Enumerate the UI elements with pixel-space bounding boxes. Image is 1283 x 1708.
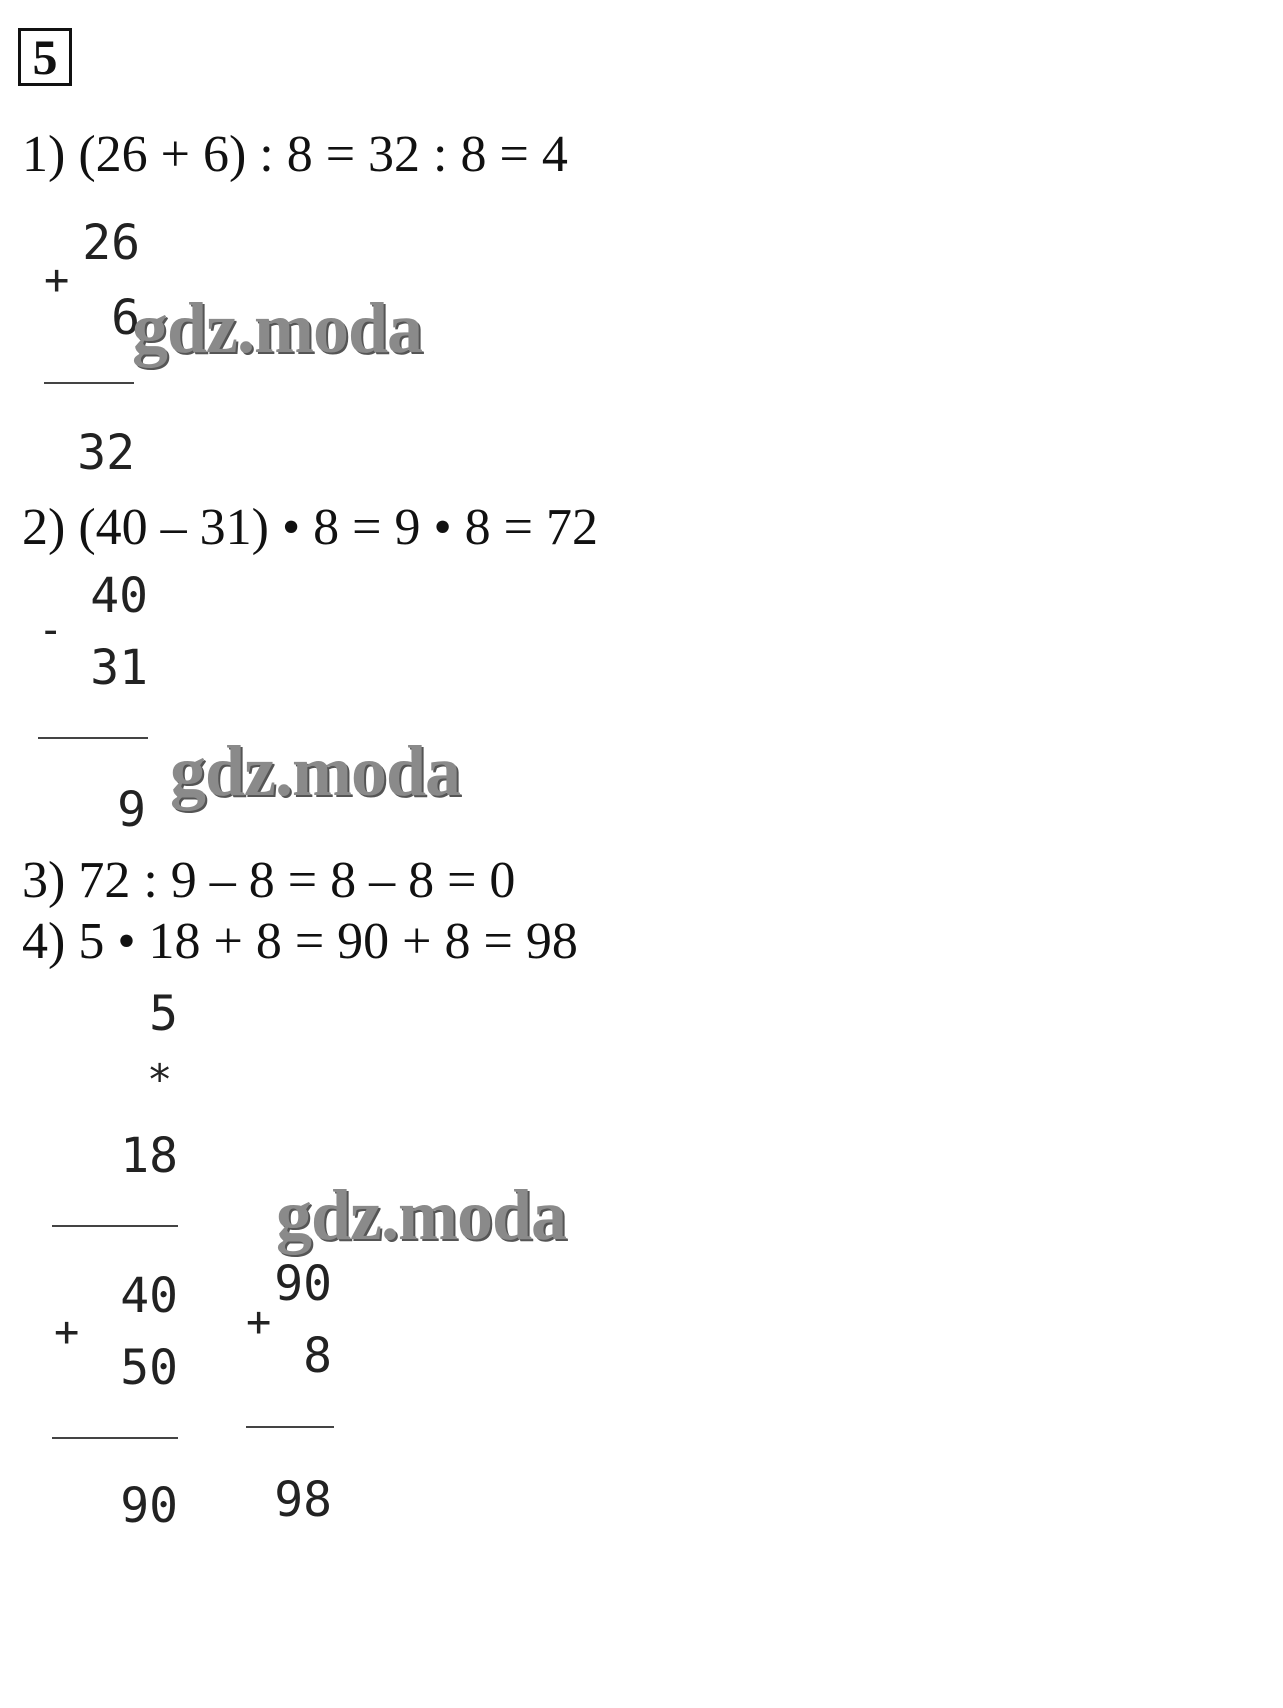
problem-4-multiply-sign: * <box>147 1055 173 1104</box>
problem-4-sum1-result: 90 <box>120 1478 178 1534</box>
watermark-2: gdz.moda <box>170 731 461 811</box>
problem-3-expression: 3) 72 : 9 – 8 = 8 – 8 = 0 <box>22 852 516 909</box>
problem-2-result: 9 <box>117 782 146 838</box>
problem-4-product-line <box>52 1225 178 1227</box>
problem-1-expression: 1) (26 + 6) : 8 = 32 : 8 = 4 <box>22 126 568 183</box>
problem-4-sum2-a: 90 <box>274 1256 332 1312</box>
task-number-box: 5 <box>18 28 72 86</box>
problem-4-sum2-plus-sign: + <box>246 1297 272 1346</box>
problem-2-difference-line <box>38 737 148 739</box>
problem-1-plus-sign: + <box>44 255 70 304</box>
problem-4-factor-b: 18 <box>120 1128 178 1184</box>
problem-4-sum2-b: 8 <box>303 1328 332 1384</box>
problem-4-sum1-b: 50 <box>120 1340 178 1396</box>
problem-4-sum1-plus-sign: + <box>54 1307 80 1356</box>
problem-2-minus-sign: - <box>38 605 64 654</box>
problem-4-sum1-line <box>52 1437 178 1439</box>
watermark-1: gdz.moda <box>132 288 423 368</box>
problem-4-sum2-result: 98 <box>274 1472 332 1528</box>
problem-1-result: 32 <box>77 425 135 481</box>
problem-1-operand-a: 26 <box>82 215 140 271</box>
problem-2-operand-a: 40 <box>90 568 148 624</box>
problem-4-sum1-a: 40 <box>120 1268 178 1324</box>
watermark-3: gdz.moda <box>276 1175 567 1255</box>
problem-2-operand-b: 31 <box>90 640 148 696</box>
problem-4-expression: 4) 5 • 18 + 8 = 90 + 8 = 98 <box>22 913 578 970</box>
problem-4-sum2-line <box>246 1426 334 1428</box>
problem-4-factor-a: 5 <box>149 986 178 1042</box>
problem-1-sum-line <box>44 382 134 384</box>
problem-2-expression: 2) (40 – 31) • 8 = 9 • 8 = 72 <box>22 499 599 556</box>
problem-1-operand-b: 6 <box>111 290 140 346</box>
